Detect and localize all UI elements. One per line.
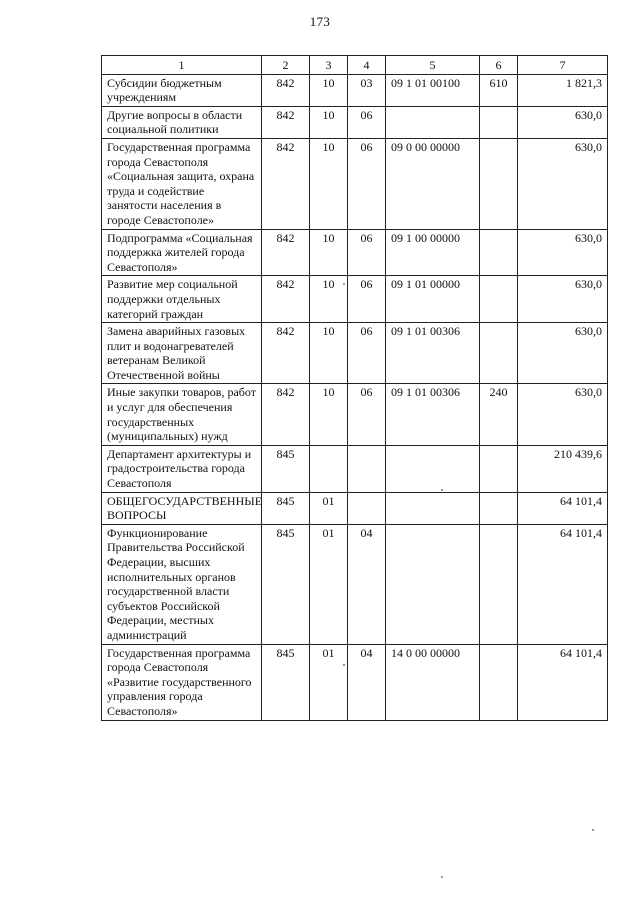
table-body (102, 74, 608, 720)
scan-speck (343, 664, 345, 666)
cell-code-2: 842 (262, 384, 310, 445)
cell-name: Функционирование Правительства Российской Федерации, высших исполнительных органов государственной власти субъектов Российской Федерации, местных администраций (102, 524, 262, 644)
cell-amount: 630,0 (518, 384, 608, 445)
cell-code-2: 842 (262, 276, 310, 323)
cell-code-6 (480, 138, 518, 229)
cell-code-4: 03 (348, 74, 386, 106)
cell-code-6 (480, 492, 518, 524)
table-row (102, 229, 608, 276)
cell-code-3: 10 (310, 138, 348, 229)
cell-code-5: 09 1 00 00000 (386, 229, 480, 276)
cell-amount: 630,0 (518, 138, 608, 229)
cell-code-3: 10 (310, 106, 348, 138)
scan-speck (441, 876, 443, 878)
cell-code-4: 04 (348, 644, 386, 720)
cell-code-4: 06 (348, 138, 386, 229)
budget-table (101, 55, 608, 721)
cell-code-6 (480, 445, 518, 492)
scan-speck (441, 489, 443, 491)
cell-code-6: 610 (480, 74, 518, 106)
cell-amount: 630,0 (518, 229, 608, 276)
table-row (102, 384, 608, 445)
cell-code-2: 845 (262, 644, 310, 720)
cell-code-5: 09 1 01 00306 (386, 384, 480, 445)
header-cell-7: 7 (518, 56, 608, 75)
cell-amount: 630,0 (518, 106, 608, 138)
cell-name: Иные закупки товаров, работ и услуг для обеспечения государственных (муниципальных) нужд (102, 384, 262, 445)
cell-code-2: 842 (262, 323, 310, 384)
header-cell-6: 6 (480, 56, 518, 75)
cell-code-2: 845 (262, 445, 310, 492)
cell-code-2: 842 (262, 138, 310, 229)
cell-code-4: 06 (348, 276, 386, 323)
cell-code-3: 01 (310, 492, 348, 524)
cell-code-2: 845 (262, 524, 310, 644)
cell-amount: 1 821,3 (518, 74, 608, 106)
header-row (102, 56, 608, 75)
cell-code-2: 842 (262, 229, 310, 276)
cell-amount: 210 439,6 (518, 445, 608, 492)
cell-code-6 (480, 106, 518, 138)
cell-code-2: 842 (262, 106, 310, 138)
cell-code-3: 10 (310, 74, 348, 106)
page-number: 173 (309, 14, 331, 29)
cell-name: ОБЩЕГОСУДАРСТВЕННЫЕ ВОПРОСЫ (102, 492, 262, 524)
cell-code-5: 09 1 01 00100 (386, 74, 480, 106)
cell-amount: 630,0 (518, 276, 608, 323)
cell-amount: 64 101,4 (518, 644, 608, 720)
cell-code-4: 06 (348, 384, 386, 445)
header-cell-5: 5 (386, 56, 480, 75)
cell-code-6: 240 (480, 384, 518, 445)
cell-code-3: 01 (310, 644, 348, 720)
cell-name: Департамент архитектуры и градостроительства города Севастополя (102, 445, 262, 492)
header-cell-1: 1 (102, 56, 262, 75)
cell-code-4: 06 (348, 323, 386, 384)
cell-code-4 (348, 492, 386, 524)
header-cell-4: 4 (348, 56, 386, 75)
table-row (102, 524, 608, 644)
cell-code-6 (480, 323, 518, 384)
cell-code-6 (480, 524, 518, 644)
cell-code-4: 06 (348, 106, 386, 138)
table-row (102, 276, 608, 323)
cell-name: Подпрограмма «Социальная поддержка жителей города Севастополя» (102, 229, 262, 276)
table-row (102, 106, 608, 138)
cell-code-5 (386, 445, 480, 492)
table-row (102, 644, 608, 720)
table-row (102, 138, 608, 229)
cell-code-6 (480, 644, 518, 720)
header-cell-3: 3 (310, 56, 348, 75)
cell-code-4 (348, 445, 386, 492)
cell-name: Другие вопросы в области социальной политики (102, 106, 262, 138)
cell-code-5 (386, 524, 480, 644)
cell-amount: 64 101,4 (518, 524, 608, 644)
cell-name: Государственная программа города Севастополя «Развитие государственного управления города Севастополя» (102, 644, 262, 720)
cell-code-5: 09 0 00 00000 (386, 138, 480, 229)
table-row (102, 492, 608, 524)
cell-code-2: 845 (262, 492, 310, 524)
cell-code-6 (480, 276, 518, 323)
cell-code-3 (310, 445, 348, 492)
scan-speck (592, 829, 594, 831)
cell-code-5 (386, 106, 480, 138)
cell-code-5: 14 0 00 00000 (386, 644, 480, 720)
cell-code-3: 10 (310, 384, 348, 445)
cell-code-5: 09 1 01 00306 (386, 323, 480, 384)
header-cell-2: 2 (262, 56, 310, 75)
table-row (102, 74, 608, 106)
cell-code-4: 06 (348, 229, 386, 276)
cell-amount: 630,0 (518, 323, 608, 384)
cell-code-3: 10 (310, 276, 348, 323)
table-row (102, 445, 608, 492)
cell-code-5 (386, 492, 480, 524)
cell-amount: 64 101,4 (518, 492, 608, 524)
cell-name: Субсидии бюджетным учреждениям (102, 74, 262, 106)
cell-code-3: 01 (310, 524, 348, 644)
cell-code-4: 04 (348, 524, 386, 644)
table-row (102, 323, 608, 384)
cell-name: Развитие мер социальной поддержки отдельных категорий граждан (102, 276, 262, 323)
cell-code-5: 09 1 01 00000 (386, 276, 480, 323)
cell-name: Государственная программа города Севастополя «Социальная защита, охрана труда и содействие занятости населения в городе Севастополе» (102, 138, 262, 229)
cell-code-2: 842 (262, 74, 310, 106)
cell-name: Замена аварийных газовых плит и водонагревателей ветеранам Великой Отечественной войны (102, 323, 262, 384)
cell-code-6 (480, 229, 518, 276)
cell-code-3: 10 (310, 229, 348, 276)
cell-code-3: 10 (310, 323, 348, 384)
scan-speck (343, 283, 345, 285)
